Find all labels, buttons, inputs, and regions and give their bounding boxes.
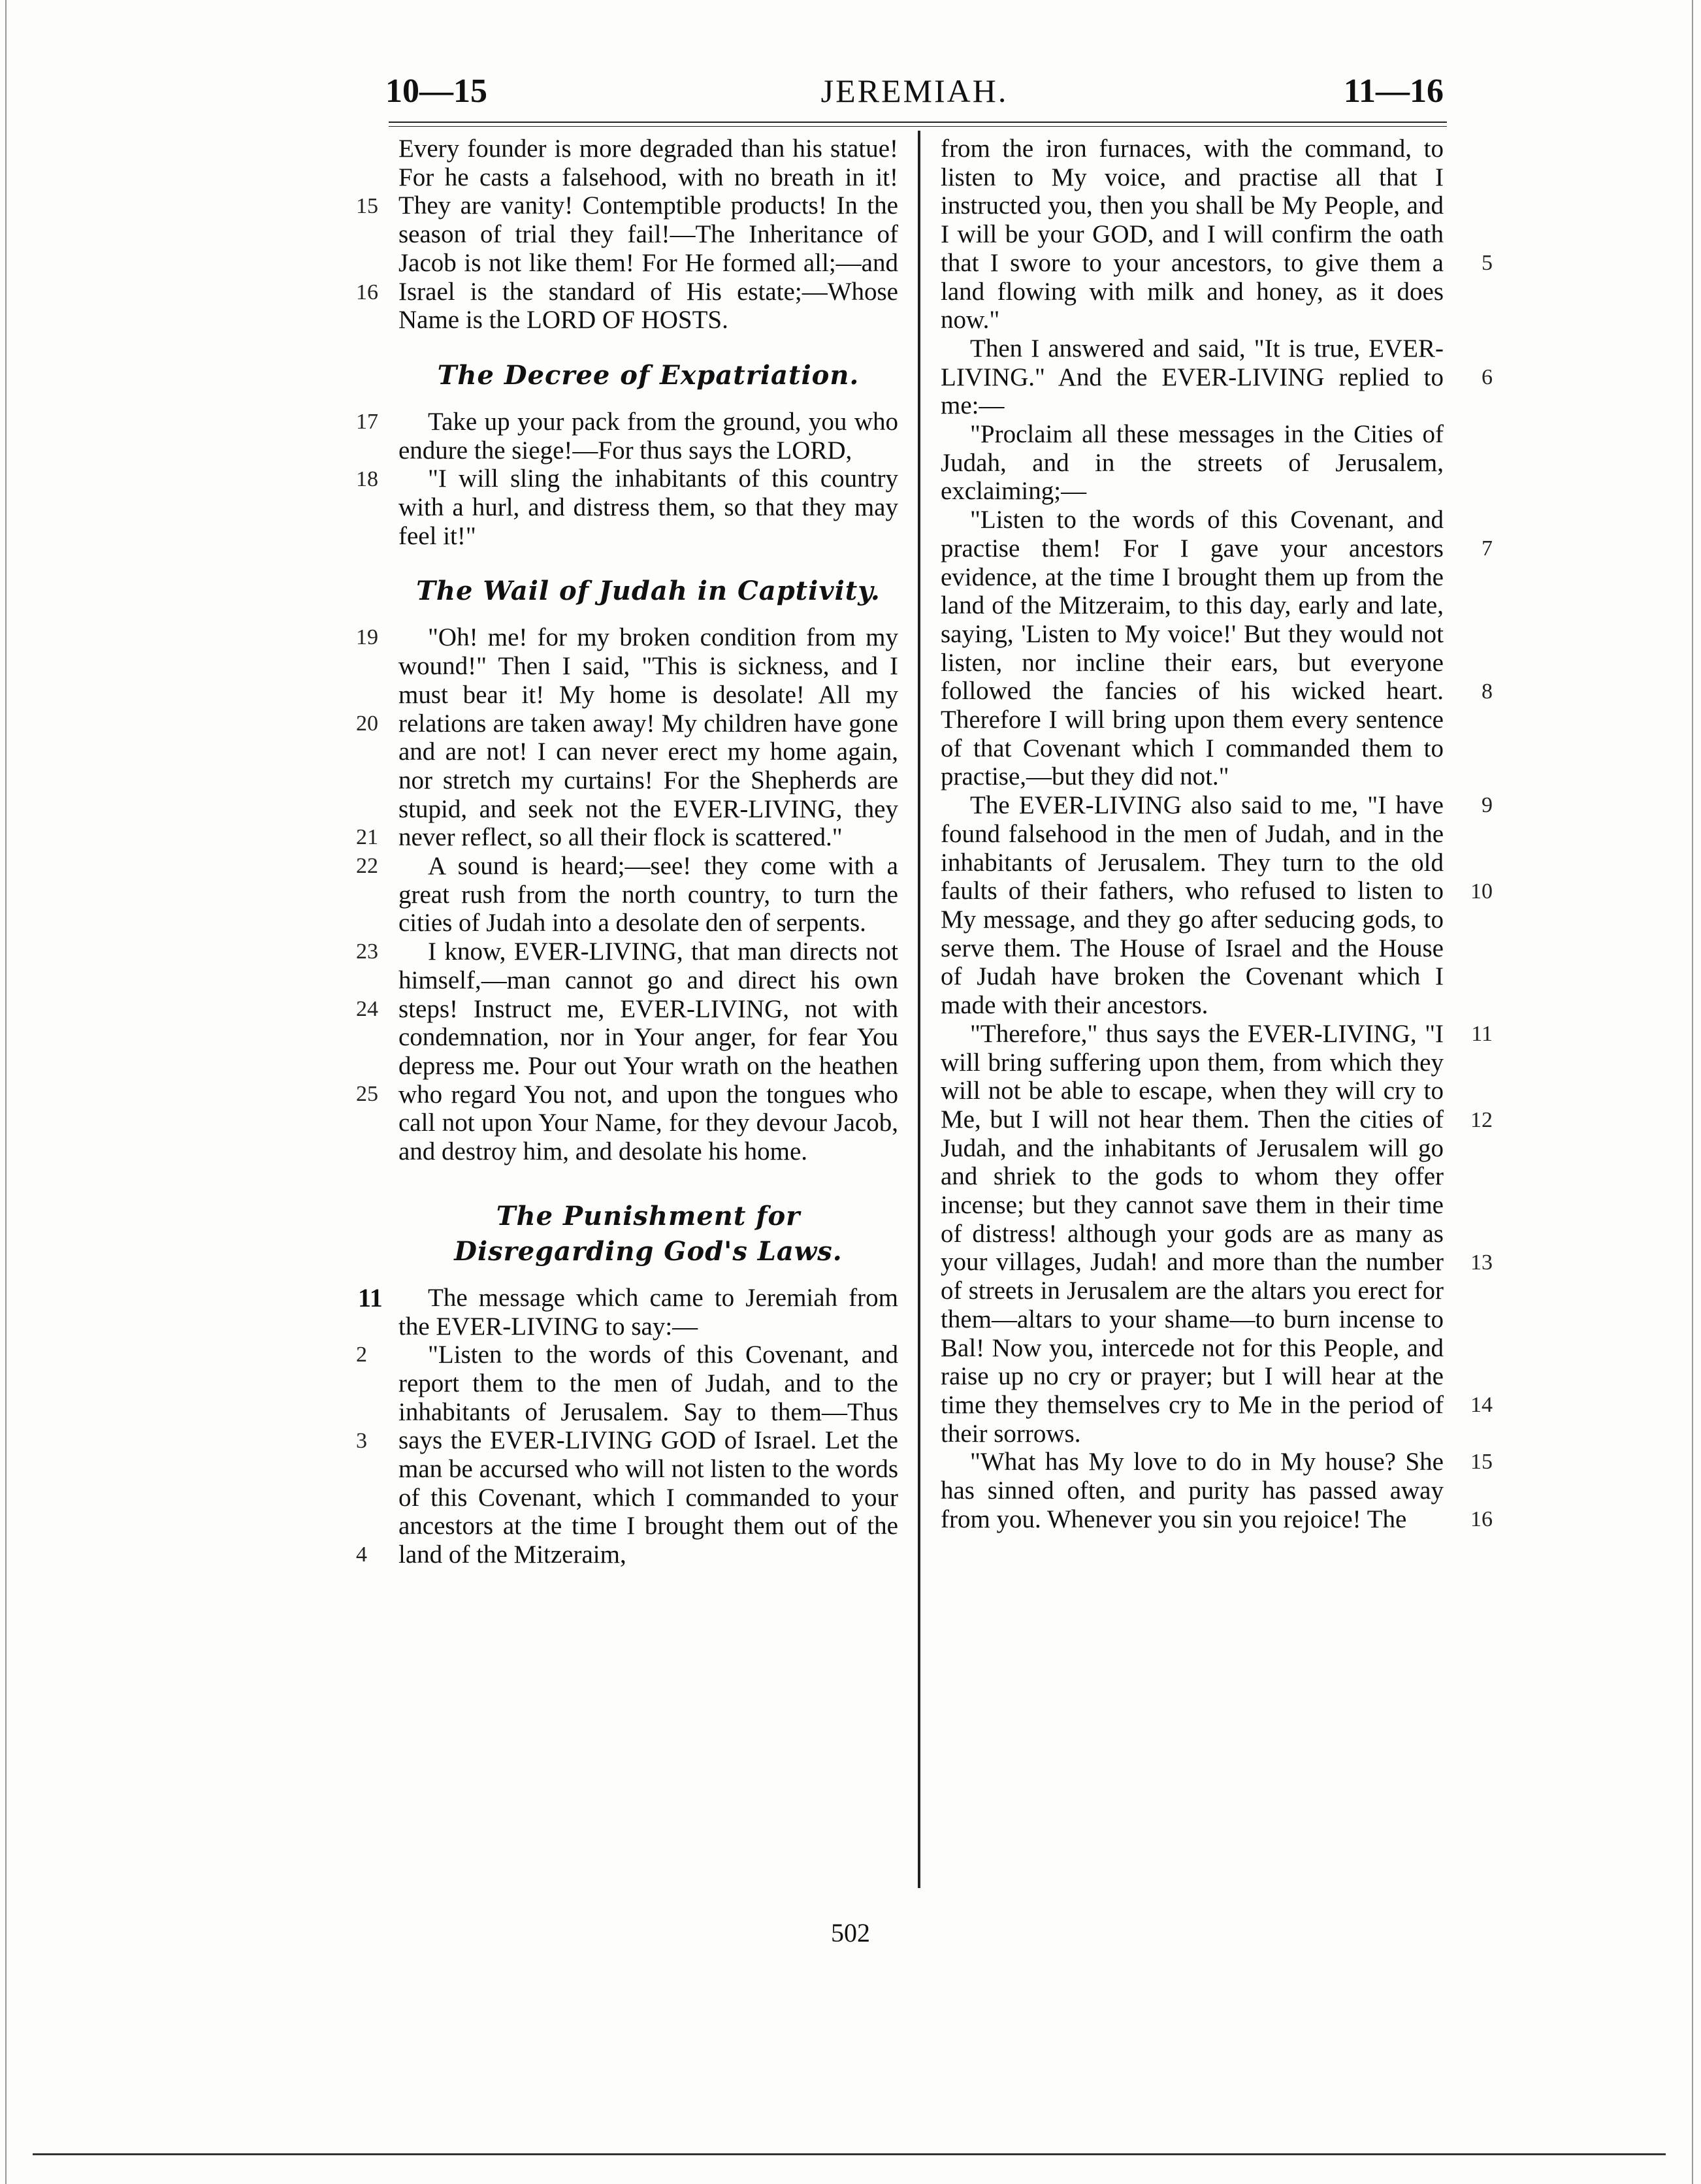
- verse-number: 15: [356, 194, 378, 218]
- verse-number: 9: [1482, 793, 1493, 818]
- section-heading-wail: The Wail of Judah in Captivity.: [416, 576, 881, 607]
- verse-number: 16: [1470, 1507, 1493, 1532]
- left-column: [356, 135, 898, 1569]
- verse-number: 20: [356, 711, 378, 736]
- verse-number: 19: [356, 625, 378, 650]
- paragraph-text: The EVER-LIVING also said to me, "I have found falsehood in the men of Judah, and in the inhabitants of Jerusalem. They turn to the old faults of their fathers, who refused to listen to My message, and they go after seducing gods, to serve them. The House of Israel and the House of Judah have broken the Covenant which I made with their ancestors.: [941, 791, 1444, 1020]
- paragraph-text: from the iron furnaces, with the command, to listen to My voice, and practise all that I instructed you, then you shall be My People, and I will be your GOD, and I will confirm the oath that I swore to your ancestors, to give them a land flowing with milk and honey, as it does now.": [941, 135, 1444, 334]
- column-divider: [918, 131, 920, 1888]
- paragraph-verse-2: [356, 1341, 898, 1569]
- verse-number: 16: [356, 280, 378, 304]
- paragraph-text: The message which came to Jeremiah from the EVER-LIVING to say:—: [398, 1283, 898, 1341]
- page-number: 502: [831, 1918, 870, 1948]
- paragraph-text: "Oh! me! for my broken condition from my wound!" Then I said, "This is sickness, and I must bear it! My home is desolate! All my relations are taken away! My children have gone and are not! I can never erect my home again, nor stretch my curtains! For the Shepherds are stupid, and seek not the EVER-LIVING, they never reflect, so all their flock is scattered.": [398, 623, 898, 852]
- section-heading-punishment: The Punishment for Disregarding God's Laws.: [454, 1200, 843, 1267]
- verse-number: 6: [1482, 365, 1493, 389]
- paragraph-verse-18-quote: [398, 465, 898, 550]
- right-column: [941, 135, 1493, 1533]
- paragraph-verse-23: [356, 937, 898, 1166]
- paragraph-text: "Therefore," thus says the EVER-LIVING, "I will bring suffering upon them, from which they will not be able to escape, when they will cry to Me, but I will not hear them. Then the cities of Judah, and the inhabitants of Jerusalem will go and shriek to the gods to whom they offer incense; but they cannot save them in their time of distress! although your gods are as many as your villages, Judah! and more than the number of streets in Jerusalem are the altars you erect for them—altars to your shame—to burn incense to Bal! Now you, intercede not for this People, and raise up no cry or prayer; but I will hear at the time they themselves cry to Me in the period of their sorrows.: [941, 1019, 1444, 1448]
- verse-number: 3: [356, 1429, 367, 1454]
- paragraph-text: "What has My love to do in My house? She has sinned often, and purity has passed away from you. Whenever you sin you rejoice! The: [941, 1448, 1444, 1533]
- paragraph-proclaim: [941, 420, 1444, 506]
- paragraph-continued: [941, 135, 1493, 334]
- verse-number: 5: [1482, 251, 1493, 275]
- verse-number: 14: [1470, 1392, 1493, 1417]
- paragraph-verse-15: [941, 1448, 1493, 1533]
- verse-number: 17: [356, 409, 378, 434]
- verse-number: 11: [1471, 1021, 1493, 1046]
- running-header: [385, 72, 1444, 118]
- paragraph-chapter-11: [358, 1282, 898, 1341]
- paragraph-text: "I will sling the inhabitants of this country with a hurl, and distress them, so that they may feel it!": [398, 465, 898, 550]
- verse-number: 7: [1482, 536, 1493, 561]
- paragraph-verse-9: [941, 791, 1493, 1020]
- right-page-edge: [1692, 0, 1693, 2184]
- paragraph-text: Take up your pack from the ground, you who endure the siege!—For thus says the LORD,: [398, 407, 898, 465]
- verse-number: 13: [1470, 1250, 1493, 1275]
- paragraph-verse-19: [356, 623, 898, 852]
- verse-number: 24: [356, 997, 378, 1022]
- verse-number: 23: [356, 939, 378, 964]
- verse-number: 10: [1470, 879, 1493, 904]
- paragraph-text: I know, EVER-LIVING, that man directs not himself,—man cannot go and direct his own steps! Instruct me, EVER-LIVING, not with condemnation, nor in Your anger, for fear You depress me. Pour out Your wrath on the heathen who regard You not, and upon the tongues who call not upon Your Name, for they devour Jacob, and destroy him, and desolate his home.: [398, 937, 898, 1166]
- paragraph-verse-6: [941, 334, 1493, 420]
- paragraph-text: A sound is heard;—see! they come with a great rush from the north country, to turn the cities of Judah into a desolate den of serpents.: [398, 852, 898, 937]
- header-rule: [389, 122, 1447, 127]
- verse-number: 25: [356, 1082, 378, 1107]
- header-verse-range-start: 10—15: [385, 73, 487, 110]
- verse-number: 21: [356, 825, 378, 850]
- verse-number: 4: [356, 1542, 367, 1567]
- verse-number: 18: [356, 466, 378, 491]
- verse-number: 15: [1470, 1450, 1493, 1475]
- paragraph-verse-11: [941, 1019, 1493, 1448]
- paragraph-verse-22: [356, 852, 898, 937]
- section-heading-expatriation: The Decree of Expatriation.: [437, 359, 860, 391]
- paragraph-text: "Proclaim all these messages in the Cities of Judah, and in the streets of Jerusalem, exclaiming;—: [941, 420, 1444, 506]
- bottom-rule: [33, 2153, 1666, 2155]
- paragraph-verse-17: [356, 407, 898, 491]
- paragraph-text: Every founder is more degraded than his statue! For he casts a falsehood, with no breath in it! They are vanity! Contemptible products! In the season of trial they fail!—The Inheritance of Jacob is not like them! For He formed all;—and Israel is the standard of His estate;—Whose Name is the LORD OF HOSTS.: [398, 135, 898, 334]
- verse-number: 8: [1482, 679, 1493, 704]
- chapter-number: 11: [358, 1282, 383, 1312]
- paragraph-text: Then I answered and said, "It is true, EVER-LIVING." And the EVER-LIVING replied to me:—: [941, 334, 1444, 420]
- verse-number: 2: [356, 1343, 367, 1367]
- paragraph-text: "Listen to the words of this Covenant, and report them to the men of Judah, and to the inhabitants of Jerusalem. Say to them—Thus says the EVER-LIVING GOD of Israel. Let the man be accursed who will not listen to the words of this Covenant, which I commanded to your ancestors at the time I brought them out of the land of the Mitzeraim,: [398, 1341, 898, 1569]
- verse-number: 22: [356, 854, 378, 879]
- left-binding-edge: [5, 0, 7, 2184]
- paragraph-text: "Listen to the words of this Covenant, and practise them! For I gave your ancestors evidence, at the time I brought them up from the land of the Mitzeraim, to this day, early and late, saying, 'Listen to My voice!' But they would not listen, nor incline their ears, but everyone followed the fancies of his wicked heart. Therefore I will bring upon them every sentence of that Covenant which I commanded them to practise,—but they did not.": [941, 506, 1444, 791]
- paragraph-intro: [356, 135, 898, 334]
- paragraph-verse-7: [941, 506, 1493, 791]
- header-book-title: JEREMIAH.: [820, 73, 1009, 109]
- header-verse-range-end: 11—16: [1343, 73, 1444, 110]
- verse-number: 12: [1470, 1107, 1493, 1132]
